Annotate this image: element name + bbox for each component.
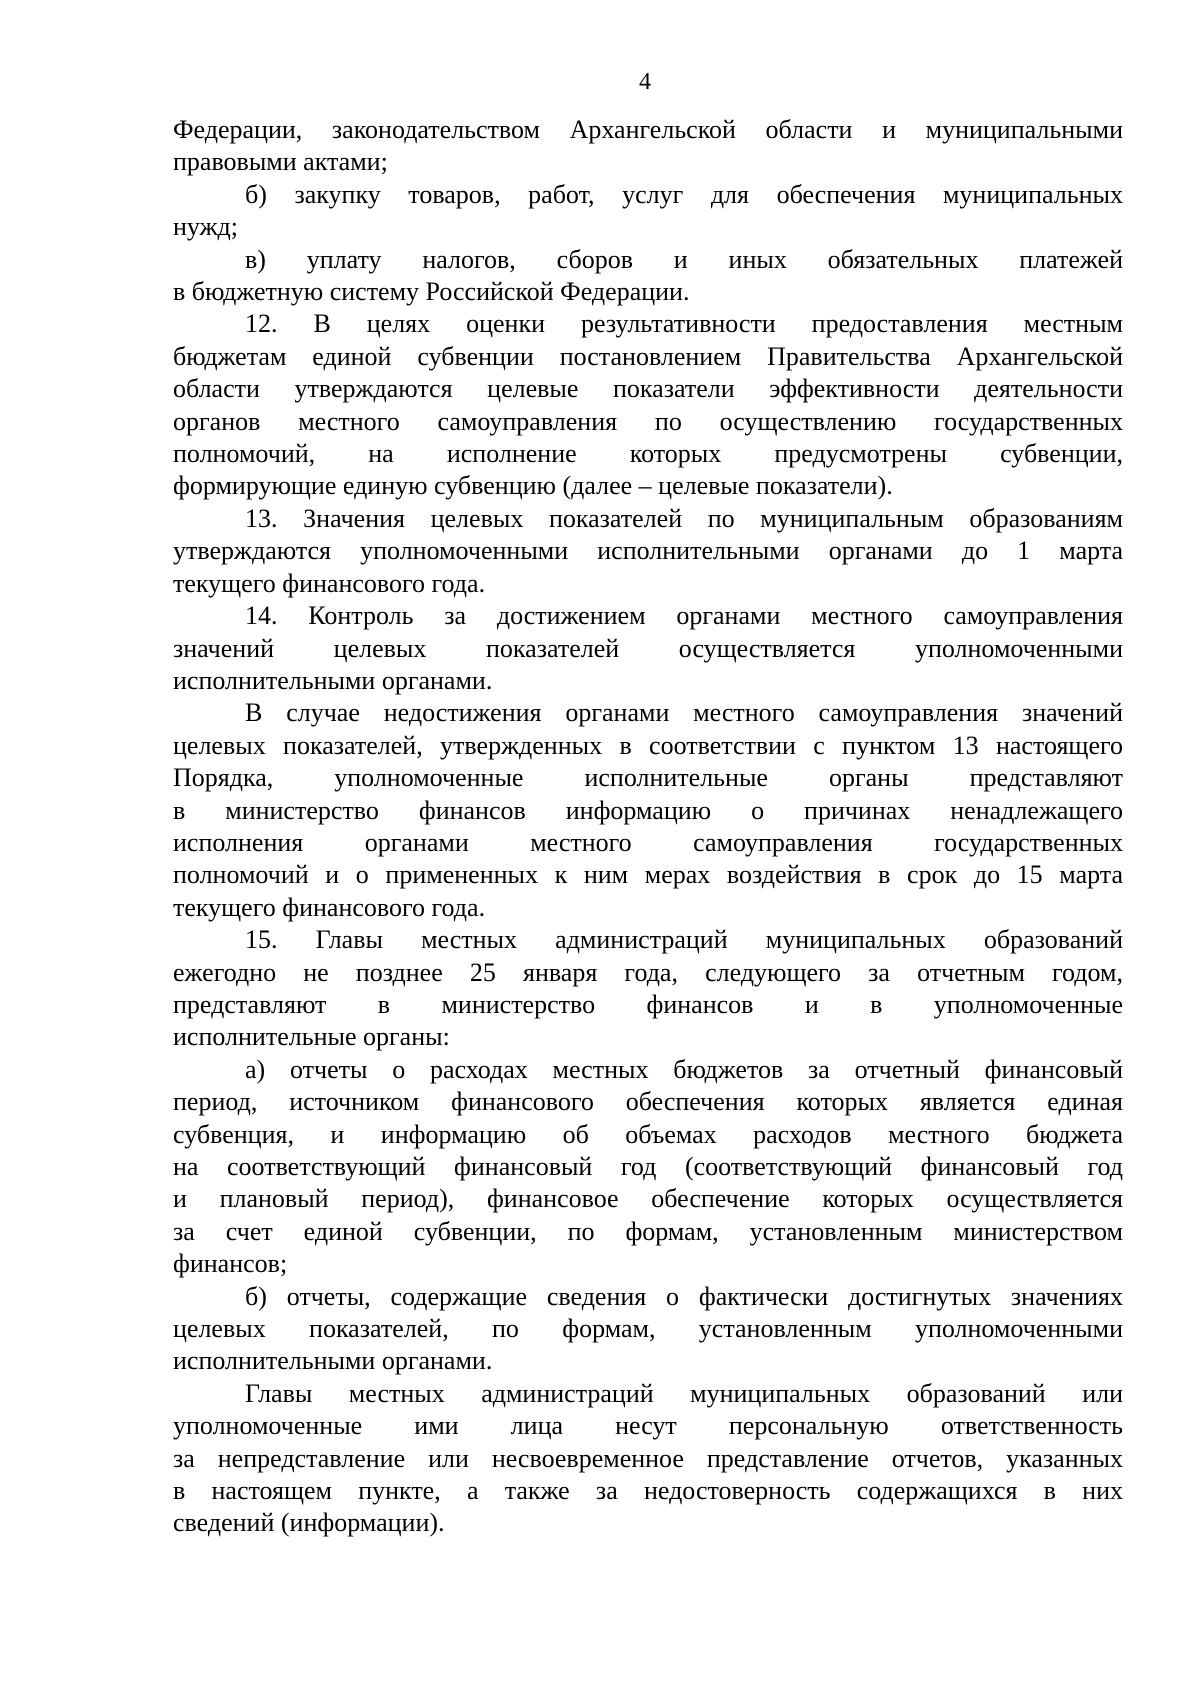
text-line: ежегодно не позднее 25 января года, следующего за отчетным годом, <box>173 957 1123 987</box>
paragraph-item-v-taxes <box>173 244 1123 309</box>
text-line: В случае недостижения органами местного самоуправления значений <box>245 698 1123 728</box>
text-line: финансов; <box>173 1249 288 1279</box>
paragraph-13-indicator-values <box>173 503 1123 600</box>
text-line: 14. Контроль за достижением органами местного самоуправления <box>245 601 1123 631</box>
text-line: в бюджетную систему Российской Федерации. <box>173 277 690 307</box>
text-line: субвенция, и информацию об объемах расходов местного бюджета <box>173 1119 1123 1149</box>
text-line: на соответствующий финансовый год (соответствующий финансовый год <box>173 1152 1123 1181</box>
paragraph-federation-law <box>173 114 1123 179</box>
text-line: в) уплату налогов, сборов и иных обязательных платежей <box>245 244 1123 274</box>
text-line: 13. Значения целевых показателей по муниципальным образованиям <box>245 503 1123 533</box>
paragraph-12-target-indicators <box>173 308 1123 502</box>
text-line: исполнительные органы: <box>173 1022 450 1052</box>
text-line: уполномоченные ими лица несут персональную ответственность <box>173 1411 1123 1441</box>
page-number: 4 <box>639 69 651 95</box>
text-line: за счет единой субвенции, по формам, установленным министерством <box>173 1216 1123 1246</box>
text-line: Федерации, законодательством Архангельской области и муниципальными <box>173 115 1123 144</box>
text-line: формирующие единую субвенцию (далее – целевые показатели). <box>173 471 893 501</box>
text-line: органов местного самоуправления по осуществлению государственных <box>173 406 1123 436</box>
text-line: Порядка, уполномоченные исполнительные органы представляют <box>173 763 1123 793</box>
text-line: области утверждаются целевые показатели эффективности деятельности <box>173 374 1123 404</box>
text-line: представляют в министерство финансов и в уполномоченные <box>173 989 1123 1019</box>
text-line: 15. Главы местных администраций муниципальных образований <box>245 925 1123 955</box>
text-line: период, источником финансового обеспечения которых является единая <box>173 1087 1123 1117</box>
text-line: Главы местных администраций муниципальных образований или <box>245 1378 1123 1408</box>
text-line: и плановый период), финансовое обеспечение которых осуществляется <box>173 1184 1123 1214</box>
text-line: а) отчеты о расходах местных бюджетов за отчетный финансовый <box>245 1054 1123 1084</box>
text-line: исполнительными органами. <box>173 665 493 695</box>
text-line: правовыми актами; <box>173 147 388 177</box>
text-line: полномочий и о примененных к ним мерах воздействия в срок до 15 марта <box>173 860 1123 890</box>
text-line: целевых показателей, утвержденных в соответствии с пунктом 13 настоящего <box>173 730 1123 760</box>
text-line: утверждаются уполномоченными исполнительными органами до 1 марта <box>173 536 1123 566</box>
paragraph-14-control <box>173 600 1123 697</box>
text-line: в настоящем пункте, а также за недостоверность содержащихся в них <box>173 1476 1123 1506</box>
paragraph-non-achievement <box>173 697 1123 924</box>
text-line: полномочий, на исполнение которых предусмотрены субвенции, <box>173 439 1123 469</box>
text-line: за непредставление или несвоевременное представление отчетов, указанных <box>173 1443 1123 1473</box>
text-line: б) отчеты, содержащие сведения о фактически достигнутых значениях <box>245 1281 1123 1311</box>
paragraph-item-b-procurement <box>173 179 1123 244</box>
text-line: 12. В целях оценки результативности предоставления местным <box>245 309 1123 339</box>
text-line: б) закупку товаров, работ, услуг для обеспечения муниципальных <box>245 179 1123 209</box>
paragraph-15-reports <box>173 924 1123 1054</box>
text-line: значений целевых показателей осуществляется уполномоченными <box>173 633 1123 663</box>
text-line: исполнительными органами. <box>173 1346 493 1376</box>
text-line: нужд; <box>173 212 238 242</box>
paragraph-item-a-expense-reports <box>173 1054 1123 1281</box>
paragraph-responsibility <box>173 1378 1123 1540</box>
document-body <box>173 114 1123 1540</box>
text-line: сведений (информации). <box>173 1508 445 1538</box>
text-line: в министерство финансов информацию о причинах ненадлежащего <box>173 795 1123 825</box>
text-line: исполнения органами местного самоуправления государственных <box>173 827 1123 857</box>
text-line: текущего финансового года. <box>173 568 486 598</box>
paragraph-item-b-indicator-reports <box>173 1281 1123 1378</box>
text-line: бюджетам единой субвенции постановлением Правительства Архангельской <box>173 341 1123 371</box>
text-line: целевых показателей, по формам, установленным уполномоченными <box>173 1314 1123 1344</box>
text-line: текущего финансового года. <box>173 892 486 922</box>
